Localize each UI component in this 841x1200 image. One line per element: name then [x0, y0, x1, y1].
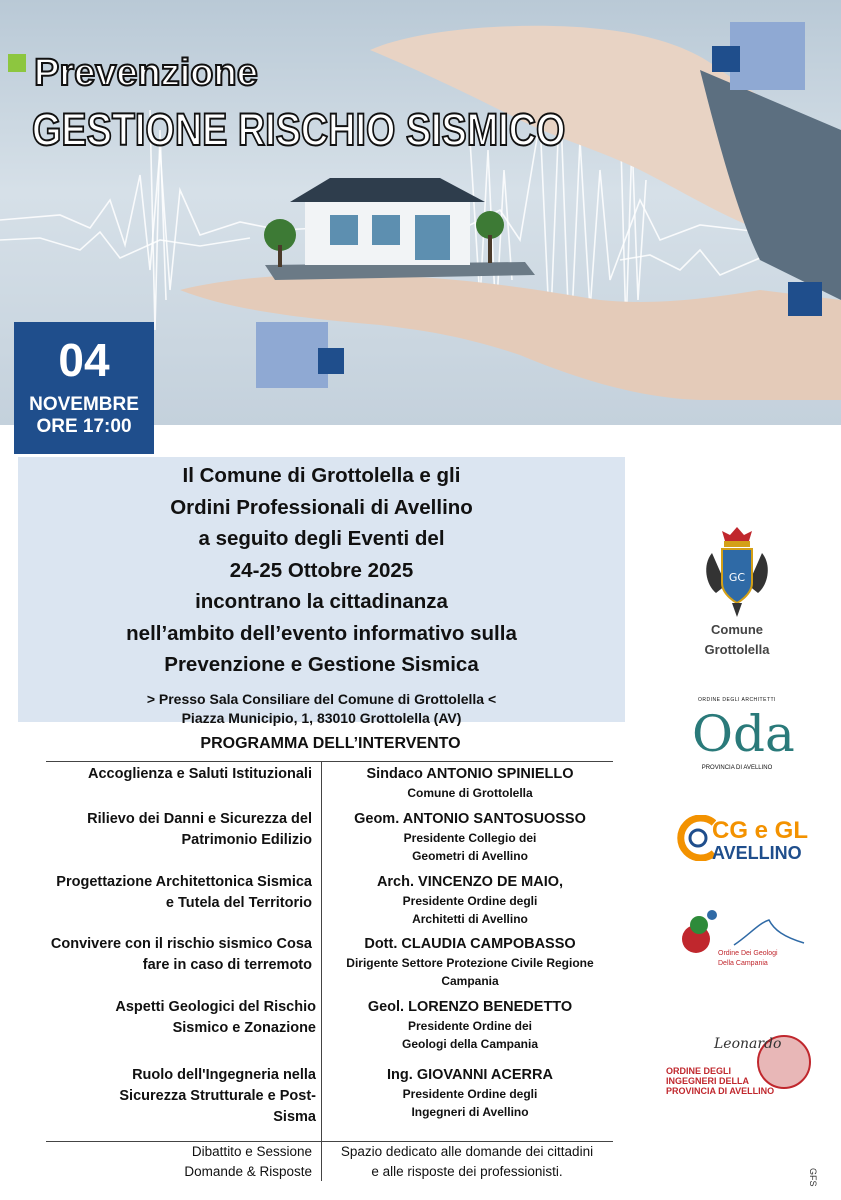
geometri-title: CG e GL — [712, 817, 809, 844]
deco-square — [318, 348, 344, 374]
date-box — [14, 322, 154, 454]
comune-name: Comune Grottolella — [704, 622, 770, 657]
speaker-role: Presidente Collegio dei Geometri di Avellino — [403, 831, 537, 863]
speaker-role: Dirigente Settore Protezione Civile Regione Campania — [346, 956, 594, 988]
program-topic: Accoglienza e Saluti Istituzionali — [88, 766, 312, 782]
divider — [46, 761, 613, 762]
deco-square — [788, 282, 822, 316]
program-topic: Progettazione Architettonica Sismica e Tutela del Territorio — [56, 874, 312, 911]
geometri-city: AVELLINO — [712, 843, 802, 863]
intro-line: nell’ambito dell’evento informativo sulla — [126, 621, 517, 645]
geometri-c-icon — [676, 815, 716, 861]
speaker-name: Geol. LORENZO BENEDETTO — [367, 999, 573, 1015]
logo-comune-grottolella — [692, 525, 782, 660]
program-topic: Aspetti Geologici del Rischio Sismico e Zonazione — [115, 999, 316, 1036]
deco-square — [730, 22, 805, 90]
house-roof — [290, 178, 485, 202]
intro-line: Ordini Professionali di Avellino — [170, 495, 473, 519]
footer-code: GFS — [808, 1168, 818, 1187]
final-topic-line: Dibattito e Sessione — [191, 1144, 312, 1159]
speaker-name: Dott. CLAUDIA CAMPOBASSO — [364, 936, 576, 952]
title-gestione: GESTIONE RISCHIO SISMICO — [32, 104, 566, 155]
intro-box — [18, 457, 625, 726]
ingegneri-signature: Leonardo — [714, 1036, 782, 1052]
geologi-name: Ordine Dei Geologi Della Campania — [718, 950, 778, 967]
crest-letters: GC — [728, 571, 746, 584]
program-topic: Rilievo dei Danni e Sicurezza del Patrimonio Edilizio — [87, 811, 312, 848]
logo-ordine-geologi — [674, 905, 814, 975]
program-topic: Convivere con il rischio sismico Cosa fare in caso di terremoto — [50, 936, 312, 973]
speaker-name: Sindaco ANTONIO SPINIELLO — [366, 766, 574, 782]
intro-line: a seguito degli Eventi del — [198, 527, 445, 550]
speaker-role: Presidente Ordine degli Ingegneri di Avellino — [402, 1087, 538, 1119]
architetti-province: PROVINCIA DI AVELLINO — [701, 765, 773, 771]
deco-square — [256, 322, 328, 388]
venue-line: > Presso Sala Consiliare del Comune di Grottolella < — [146, 690, 497, 707]
logo-ordine-ingegneri — [666, 1030, 816, 1110]
final-topic-line: Domande & Risposte — [184, 1164, 312, 1179]
crest-icon — [702, 525, 772, 620]
final-desc-line: e alle risposte dei professionisti. — [371, 1164, 563, 1179]
speaker-role: Comune di Grottolella — [407, 786, 533, 800]
intro-line: incontrano la cittadinanza — [195, 590, 448, 613]
intro-line: Prevenzione e Gestione Sismica — [164, 653, 479, 676]
ingegneri-name: ORDINE DEGLI INGEGNERI DELLA PROVINCIA DI AVELLINO — [666, 1066, 775, 1096]
date-day: 04 — [58, 334, 110, 386]
program-title: PROGRAMMA DELL’INTERVENTO — [200, 735, 461, 752]
logo-ordine-architetti — [692, 697, 795, 771]
program-topic: Ruolo dell'Ingegneria nella Sicurezza Strutturale e Post-Sisma — [119, 1067, 316, 1125]
speaker-name: Geom. ANTONIO SANTOSUOSSO — [354, 811, 586, 827]
date-time: ORE 17:00 — [36, 416, 132, 437]
final-desc-line: Spazio dedicato alle domande dei cittadini — [340, 1144, 594, 1159]
date-month: NOVEMBRE — [29, 394, 139, 415]
speaker-name: Ing. GIOVANNI ACERRA — [387, 1067, 553, 1083]
geologi-emblem-icon — [674, 905, 814, 955]
speaker-name: Arch. VINCENZO DE MAIO, — [376, 874, 564, 890]
architetti-small-text: ORDINE DEGLI ARCHITETTI — [698, 697, 776, 703]
intro-line: Il Comune di Grottolella e gli — [182, 464, 461, 487]
intro-line: 24-25 Ottobre 2025 — [229, 558, 414, 582]
final-session-topic — [46, 1142, 312, 1182]
venue-address: Piazza Municipio, 1, 83010 Grottolella (AV) — [181, 709, 462, 726]
deco-square — [712, 46, 740, 72]
architetti-letters: Oda — [692, 705, 795, 763]
speaker-role: Presidente Ordine degli Architetti di Avellino — [402, 894, 538, 926]
speaker-role: Presidente Ordine dei Geologi della Campania — [401, 1019, 539, 1051]
green-square — [8, 54, 26, 72]
title-prevenzione: Prevenzione — [34, 52, 258, 94]
final-session-desc — [322, 1142, 612, 1182]
